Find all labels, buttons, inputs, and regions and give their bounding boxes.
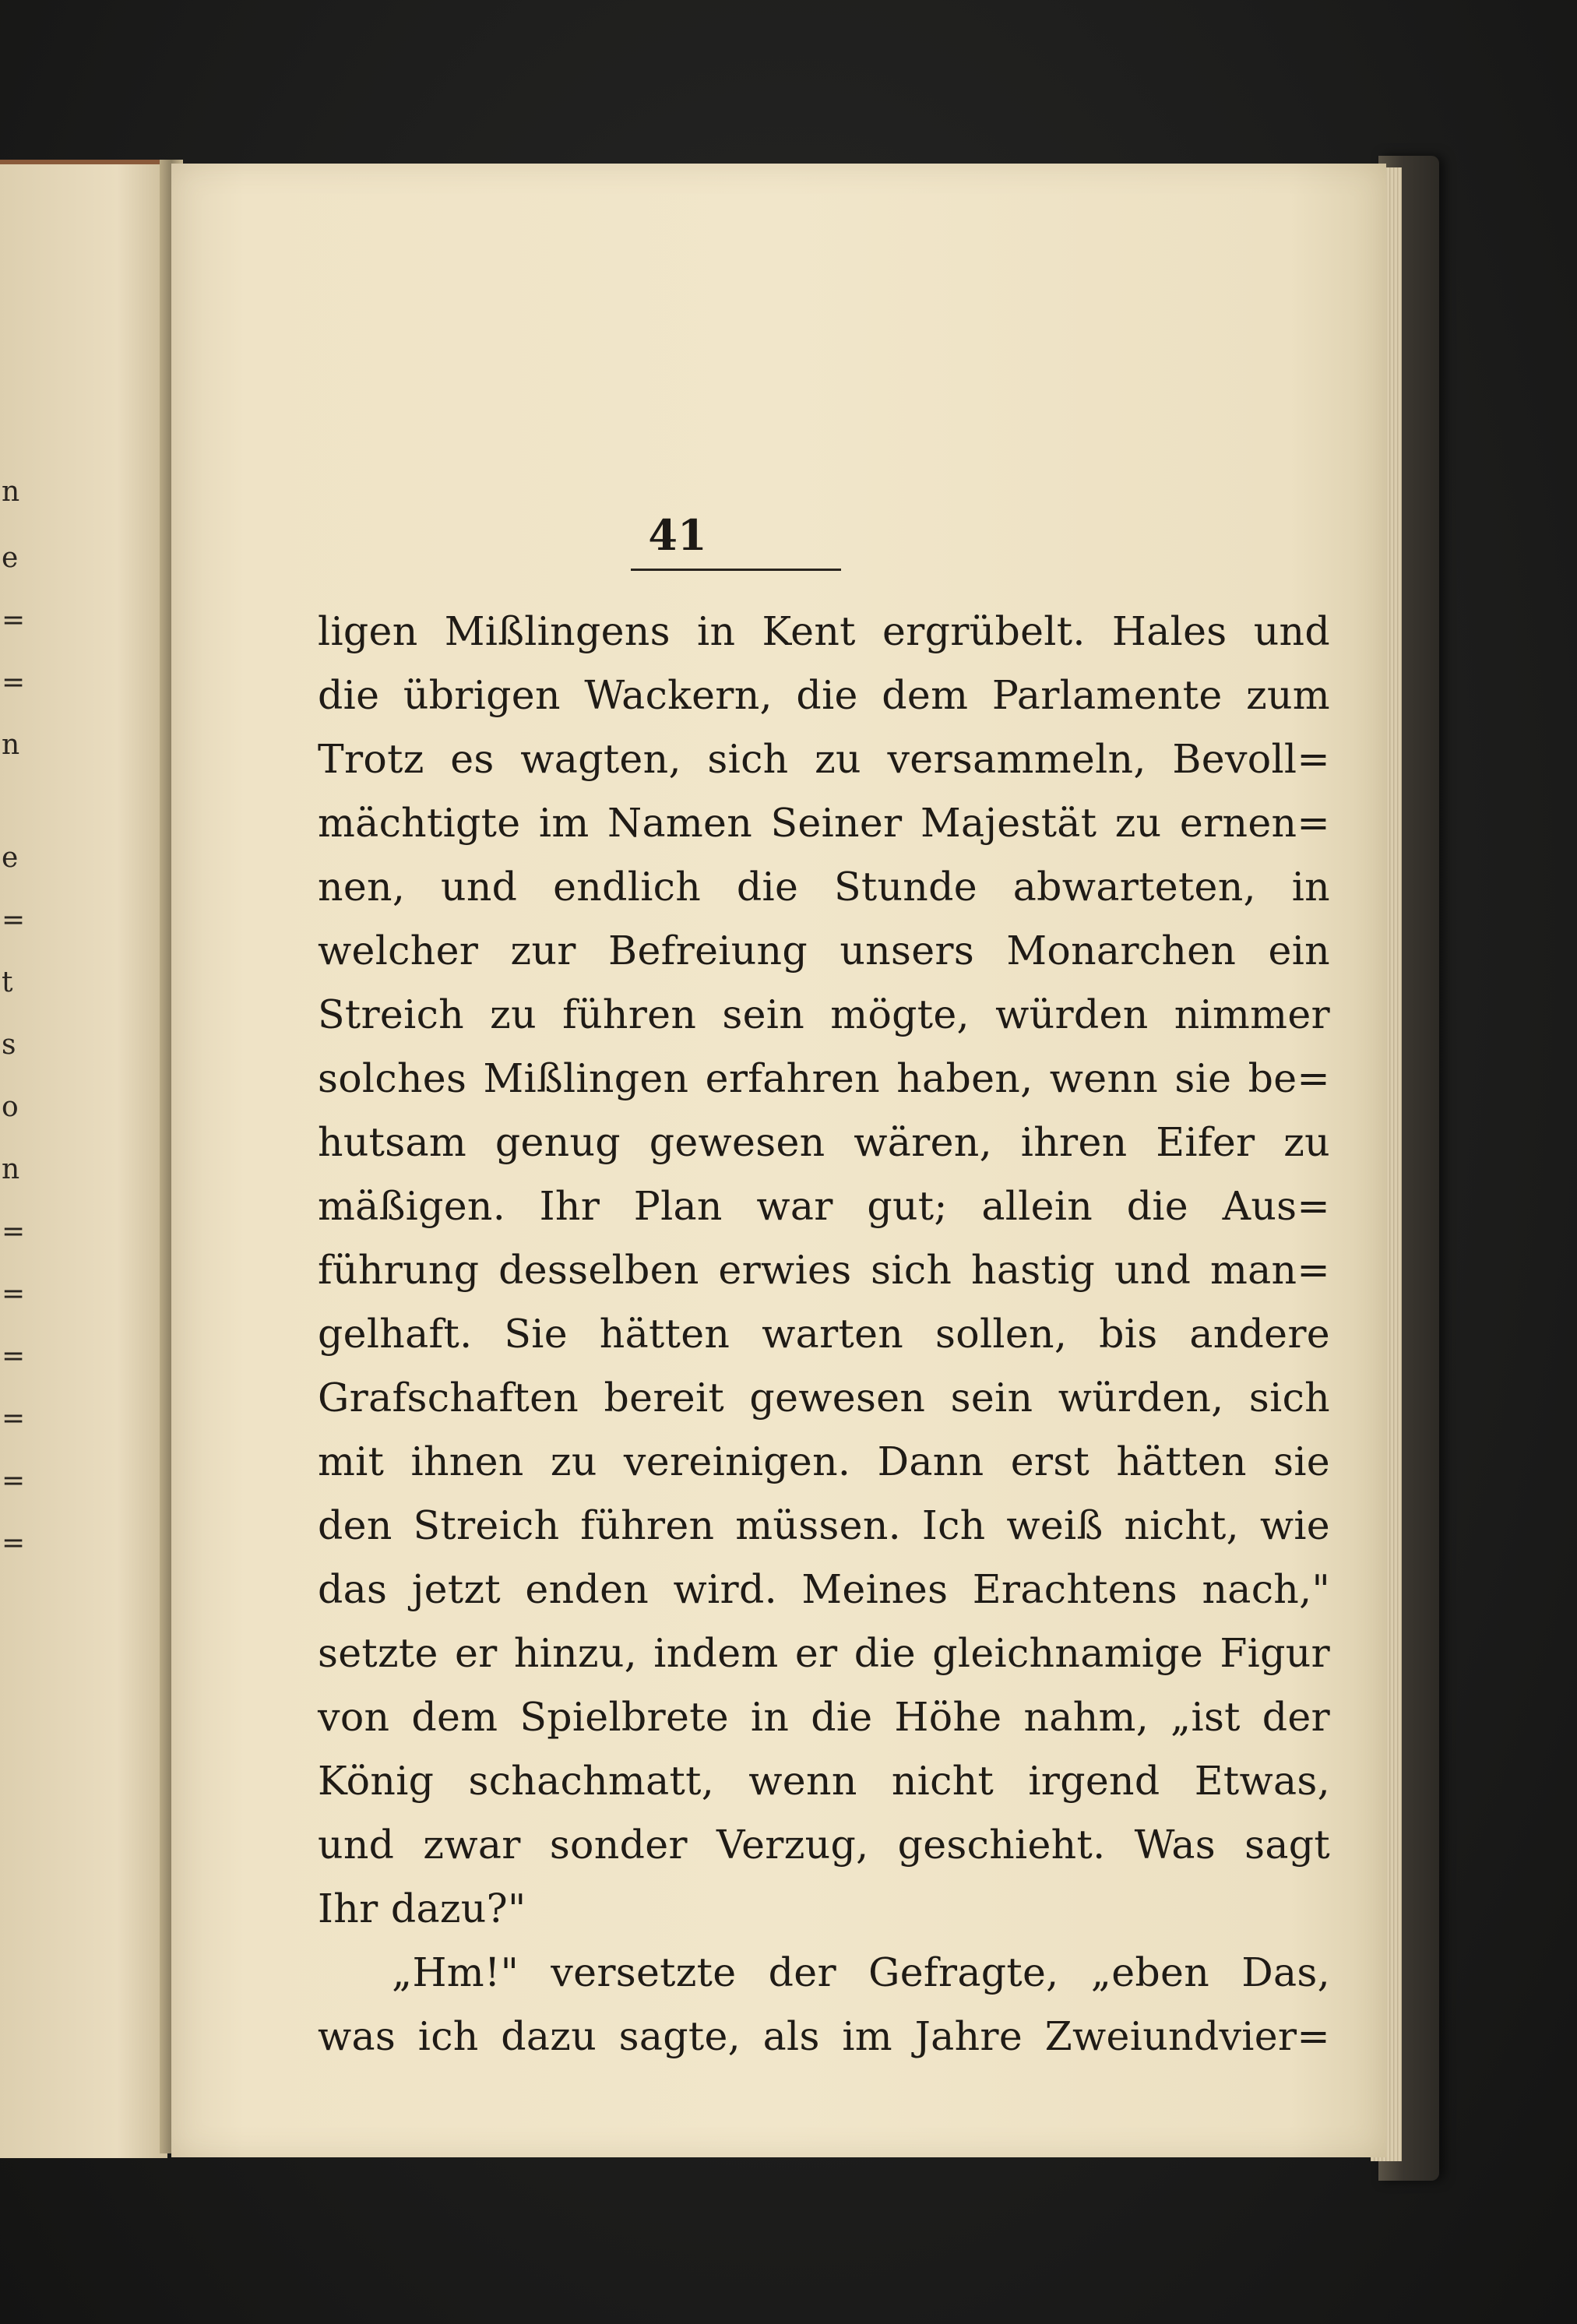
previous-page-fragment: = — [2, 1278, 26, 1310]
text-line: führung desselben erwies sich hastig und man= — [318, 1247, 1330, 1293]
text-line: setzte er hinzu, indem er die gleichnamige Figur — [318, 1630, 1330, 1676]
text-line: ligen Mißlingens in Kent ergrübelt. Hales und — [318, 608, 1330, 654]
text-line: König schachmatt, wenn nicht irgend Etwas, — [318, 1758, 1330, 1804]
text-line: die übrigen Wackern, die dem Parlamente zum — [318, 672, 1330, 718]
previous-page — [0, 160, 167, 2158]
previous-page-fragment: n — [2, 1153, 20, 1185]
previous-page-fragment: n — [2, 729, 20, 761]
previous-page-fragment: = — [2, 1465, 26, 1497]
text-line: was ich dazu sagte, als im Jahre Zweiundvier= — [318, 2013, 1330, 2059]
previous-page-fragment: = — [2, 1216, 26, 1248]
header-rule — [631, 569, 841, 571]
text-line: hutsam genug gewesen wären, ihren Eifer zu — [318, 1119, 1330, 1165]
text-line: nen, und endlich die Stunde abwarteten, in — [318, 864, 1330, 910]
previous-page-fragment: = — [2, 904, 26, 936]
text-line: gelhaft. Sie hätten warten sollen, bis andere — [318, 1311, 1330, 1357]
previous-page-fragment: = — [2, 1527, 26, 1559]
previous-page-fragment: = — [2, 604, 26, 636]
text-line: mächtigte im Namen Seiner Majestät zu ernen= — [318, 800, 1330, 846]
text-line-paragraph-end: Ihr dazu?" — [318, 1886, 526, 1931]
text-line: mit ihnen zu vereinigen. Dann erst hätten sie — [318, 1438, 1330, 1484]
previous-page-fragment: e — [2, 842, 19, 874]
text-line-paragraph-start: „Hm!" versetzte der Gefragte, „eben Das, — [392, 1949, 1330, 1995]
page-number: 41 — [648, 510, 707, 560]
current-page — [171, 164, 1386, 2157]
text-line: und zwar sonder Verzug, geschieht. Was sagt — [318, 1822, 1330, 1868]
previous-page-fragment: = — [2, 667, 26, 699]
text-line: von dem Spielbrete in die Höhe nahm, „ist der — [318, 1694, 1330, 1740]
previous-page-fragment: n — [2, 476, 20, 508]
text-line: welcher zur Befreiung unsers Monarchen ein — [318, 928, 1330, 974]
body-text — [318, 600, 1330, 2069]
text-line: Grafschaften bereit gewesen sein würden, sich — [318, 1375, 1330, 1421]
previous-page-fragment: t — [2, 967, 13, 998]
previous-page-fragment: o — [2, 1091, 19, 1123]
previous-page-fragment: e — [2, 542, 19, 574]
previous-page-fragment: = — [2, 1340, 26, 1372]
text-line: Streich zu führen sein mögte, würden nimmer — [318, 991, 1330, 1037]
previous-page-fragment: = — [2, 1403, 26, 1435]
text-line: den Streich führen müssen. Ich weiß nicht, wie — [318, 1502, 1330, 1548]
previous-page-text-fragments — [0, 164, 167, 2158]
text-line: Trotz es wagten, sich zu versammeln, Bevoll= — [318, 736, 1330, 782]
previous-page-fragment: s — [2, 1029, 16, 1061]
text-line: das jetzt enden wird. Meines Erachtens nach," — [318, 1566, 1330, 1612]
text-line: solches Mißlingen erfahren haben, wenn sie be= — [318, 1055, 1330, 1101]
text-line: mäßigen. Ihr Plan war gut; allein die Aus= — [318, 1183, 1330, 1229]
